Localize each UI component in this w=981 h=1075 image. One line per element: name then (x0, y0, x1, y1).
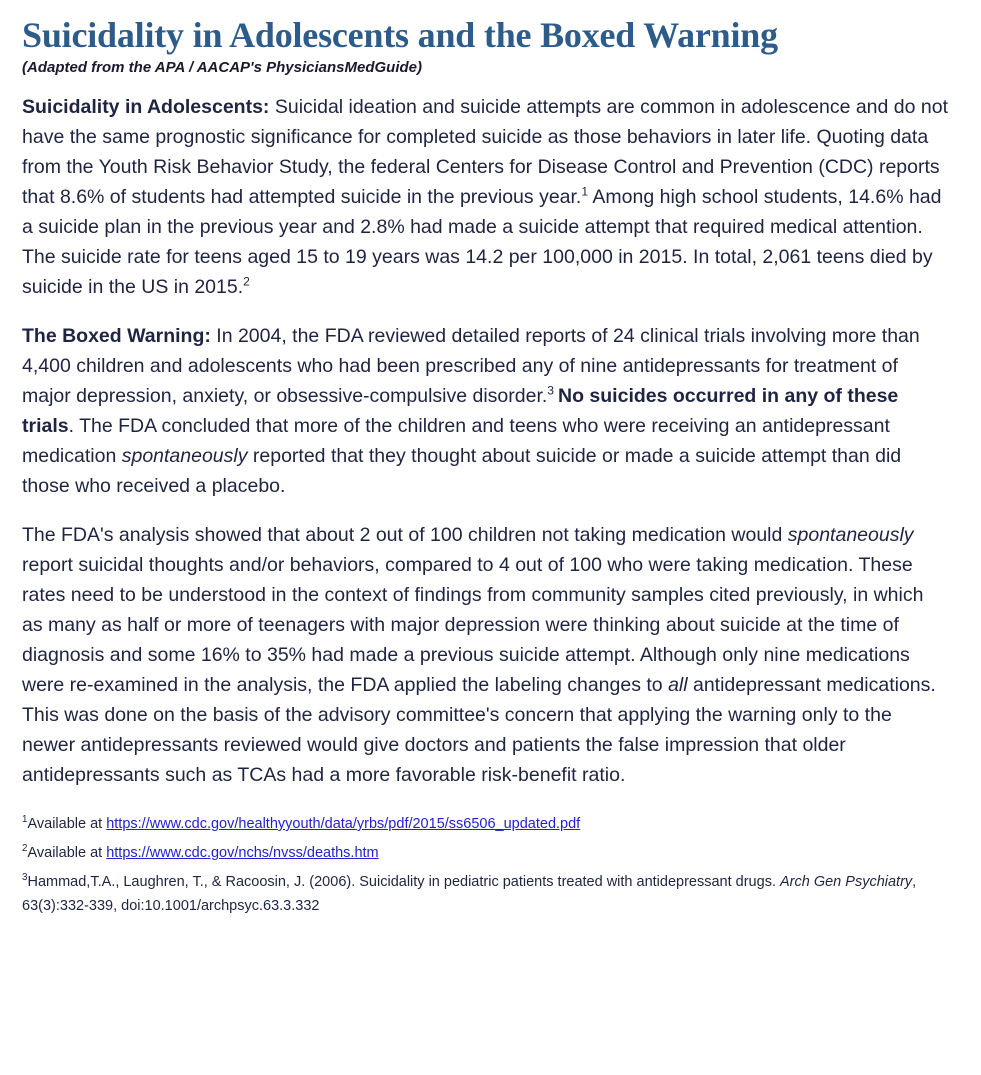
page-title: Suicidality in Adolescents and the Boxed Warning (22, 15, 778, 55)
paragraph-lead-label-suicidality: Suicidality in Adolescents: (22, 96, 270, 118)
paragraph-lead-label-boxed-warning: The Boxed Warning: (22, 325, 211, 347)
paragraph-3-text-c: antidepressant medications. This was done on the basis of the advisory committee's concern that applying the warning only to the newer antidepressants reviewed would give doctors and patients the false impression that older antidepressants such as TCAs had a more favorable risk-benefit ratio. (22, 674, 936, 786)
paragraph-2-bold-claim: No suicides occurred in any of these trials (22, 385, 899, 437)
paragraph-2-text-a: In 2004, the FDA reviewed detailed reports of 24 clinical trials involving more than 4,400 children and adolescents who had been prescribed any of nine antidepressants for treatment of major depression, anxiety, or obsessive-compulsive disorder. (22, 325, 920, 407)
paragraph-fda-analysis (22, 520, 948, 790)
paragraph-2-italic-spontaneously: spontaneously (121, 445, 248, 467)
footnote-2-link[interactable]: https://www.cdc.gov/nchs/nvss/deaths.htm (106, 845, 379, 861)
footnote-number-3: 3 (22, 872, 28, 884)
footnote-marker-1: 1 (581, 184, 589, 199)
footnote-1-link[interactable]: https://www.cdc.gov/healthyyouth/data/yrbs/pdf/2015/ss6506_updated.pdf (106, 816, 581, 832)
paragraph-suicidality-in-adolescents (22, 92, 948, 302)
paragraph-3-text-a: The FDA's analysis showed that about 2 out of 100 children not taking medication would (22, 524, 788, 546)
footnote-marker-2: 2 (243, 274, 250, 289)
paragraph-the-boxed-warning (22, 321, 948, 501)
paragraph-3-text-b: report suicidal thoughts and/or behaviors, compared to 4 out of 100 who were taking medication. These rates need to be understood in the context of findings from community samples cited previously, in which as many as half or more of teenagers with major depression were thinking about suicide at the time of diagnosis and some 16% to 35% had made a previous suicide attempt. Although only nine medications were re-examined in the analysis, the FDA applied the labeling changes to (22, 554, 924, 696)
paragraph-2-text-b: . The FDA concluded that more of the children and teens who were receiving an antidepressant medication (22, 415, 890, 467)
reference-item (22, 870, 948, 918)
reference-journal-name: Arch Gen Psychiatry (780, 874, 913, 890)
footnote-2-prefix: Available at (27, 845, 107, 861)
footnote-number-2: 2 (22, 843, 28, 855)
paragraph-1-text-a: Suicidal ideation and suicide attempts are common in adolescence and do not have the same prognostic significance for completed suicide as those behaviors in later life. Quoting data from the Youth Risk Behavior Study, the federal Centers for Disease Control and Prevention (CDC) reports that 8.6% of students had attempted suicide in the previous year. (22, 96, 949, 208)
reference-authors-and-year: Hammad,T.A., Laughren, T., & Racoosin, J. (2006). Suicidality in pediatric patients treated with antidepressant drugs. (27, 874, 780, 890)
paragraph-2-text-c: reported that they thought about suicide or made a suicide attempt than did those who received a placebo. (22, 445, 902, 497)
footnote-marker-3: 3 (547, 383, 555, 398)
paragraph-3-italic-all: all (668, 674, 688, 696)
footnotes-section (22, 812, 948, 918)
footnote-1-prefix: Available at (27, 816, 107, 832)
footnote-item (22, 812, 948, 836)
footnote-item (22, 841, 948, 865)
paragraph-3-italic-spontaneously: spontaneously (787, 524, 914, 546)
page-subtitle: (Adapted from the APA / AACAP's PhysiciansMedGuide) (22, 59, 423, 76)
footnote-number-1: 1 (22, 814, 28, 826)
paragraph-1-text-b: Among high school students, 14.6% had a suicide plan in the previous year and 2.8% had made a suicide attempt that required medical attention. The suicide rate for teens aged 15 to 19 years was 14.2 per 100,000 in 2015. In total, 2,061 teens died by suicide in the US in 2015. (22, 186, 942, 298)
reference-citation-detail: , 63(3):332-339, doi:10.1001/archpsyc.63.3.332 (22, 874, 917, 914)
